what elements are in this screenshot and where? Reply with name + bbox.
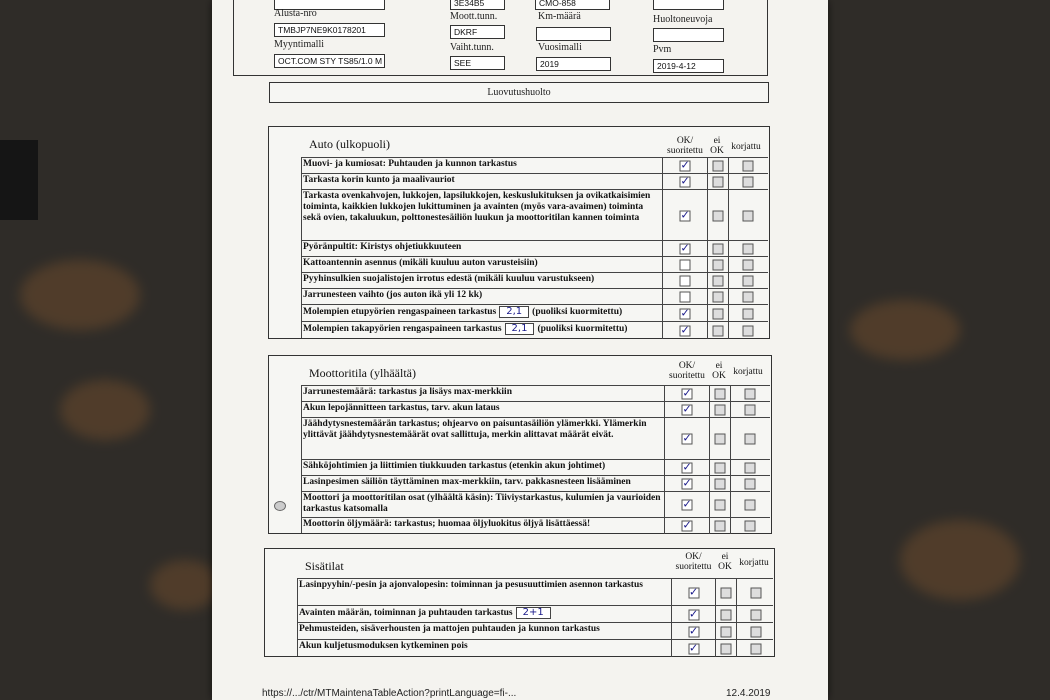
ei-checkbox[interactable] <box>713 260 724 271</box>
print-url: https://.../ctr/MTMaintenaTableAction?printLanguage=fi-... <box>262 688 517 699</box>
checklist-item-text: Tarkasta korin kunto ja maalivauriot <box>301 174 663 190</box>
moott-field: DKRF <box>450 25 505 39</box>
col-korj-header: korjattu <box>731 142 761 152</box>
floor-stain <box>60 380 150 440</box>
ok-checkbox[interactable]: ✓ <box>682 460 692 474</box>
checklist-section <box>268 126 770 339</box>
print-date: 12.4.2019 <box>726 688 771 699</box>
ok-checkbox[interactable] <box>680 276 691 287</box>
checklist-row <box>297 605 773 623</box>
checklist-item-text: Jäähdytysnestemäärän tarkastus; ohjearvo on paisuntasäiliön ylämerkki. Ylämerkin ylittävät jäähdytysnestemäärät ovat sallittuja, merkin alittavat määrät eivät. <box>301 418 665 460</box>
pvm-field: 2019-4-12 <box>653 59 724 73</box>
myynti-label: Myyntimalli <box>274 39 324 50</box>
ok-checkbox[interactable]: ✓ <box>680 323 690 336</box>
section-title: Auto (ulkopuoli) <box>309 137 390 151</box>
ok-checkbox[interactable]: ✓ <box>680 174 690 188</box>
ei-checkbox[interactable] <box>713 161 724 172</box>
record-icon <box>274 501 286 511</box>
floor-stain <box>20 260 140 330</box>
alusta-field: TMBJP7NE9K0178201 <box>274 23 385 37</box>
checklist-item-text: Sähköjohtimien ja liittimien tiukkuuden tarkastus (etenkin akun johtimet) <box>301 460 665 476</box>
ok-checkbox[interactable]: ✓ <box>689 607 699 620</box>
checklist-section <box>264 548 775 657</box>
checklist-item-text: Akun lepojännitteen tarkastus, tarv. akun lataus <box>301 402 665 418</box>
checklist-item-text: Akun kuljetusmoduksen kytkeminen pois <box>297 640 672 657</box>
ei-checkbox[interactable] <box>713 210 724 221</box>
ei-checkbox[interactable] <box>715 434 726 445</box>
dark-object <box>0 140 38 220</box>
korj-checkbox[interactable] <box>745 434 756 445</box>
ei-checkbox[interactable] <box>715 463 726 474</box>
korj-checkbox[interactable] <box>743 276 754 287</box>
handwritten-value: 2,1 <box>499 306 529 318</box>
checklist-row <box>297 639 773 657</box>
korj-checkbox[interactable] <box>745 389 756 400</box>
korj-checkbox[interactable] <box>743 177 754 188</box>
checklist-row <box>301 173 768 190</box>
korj-checkbox[interactable] <box>743 292 754 303</box>
floor-stain <box>850 300 960 360</box>
km-field <box>536 27 611 41</box>
col-ei-header: ei OK <box>710 136 724 156</box>
checklist-item-text: Molempien etupyörien rengaspaineen tarkastus 2,1 (puoliksi kuormitettu) <box>301 305 663 322</box>
checklist-row <box>301 189 768 241</box>
checklist-row <box>301 256 768 273</box>
ei-checkbox[interactable] <box>721 643 732 654</box>
checklist-item-text: Moottorin öljymäärä: tarkastus; huomaa öljyluokitus öljyä lisättäessä! <box>301 518 665 534</box>
handwritten-value: 2,1 <box>505 323 535 335</box>
ok-checkbox[interactable]: ✓ <box>680 158 690 172</box>
checklist-item-text: Avainten määrän, toiminnan ja puhtauden tarkastus 2+1 <box>297 606 672 623</box>
ei-checkbox[interactable] <box>715 479 726 490</box>
ok-checkbox[interactable]: ✓ <box>680 306 690 319</box>
korj-checkbox[interactable] <box>745 405 756 416</box>
col-korj-header: korjattu <box>739 558 769 568</box>
huolto-field <box>653 28 724 42</box>
section-title: Moottoritila (ylhäältä) <box>309 366 416 380</box>
checklist-item-text: Jarrunestemäärä: tarkastus ja lisäys max-merkkiin <box>301 386 665 402</box>
checklist-item-text: Tarkasta ovenkahvojen, lukkojen, lapsilukkojen, keskuslukituksen ja ovikatkaisimien toiminta, kaikkien lukkojen lukittuminen ja avainten (myös vara-avaimen) toiminta sekä ovien, takaluukun, polttonestesäiliön luukun ja moottoritilan kannen toiminta <box>301 190 663 241</box>
ok-checkbox[interactable]: ✓ <box>682 497 692 511</box>
moott-label: Moott.tunn. <box>450 11 498 22</box>
top-field-4 <box>653 0 724 10</box>
checklist-item-text: Lasinpyyhin/-pesin ja ajonvalopesin: toiminnan ja pesusuuttimien asennon tarkastus <box>297 579 672 606</box>
ok-checkbox[interactable]: ✓ <box>680 241 690 255</box>
ok-checkbox[interactable]: ✓ <box>682 476 692 490</box>
ei-checkbox[interactable] <box>713 177 724 188</box>
checklist-item-text: Kattoantennin asennus (mikäli kuuluu auton varusteisiin) <box>301 257 663 273</box>
alusta-label: Alusta-nro <box>274 8 317 19</box>
ei-checkbox[interactable] <box>713 276 724 287</box>
checklist-row <box>301 288 768 305</box>
korj-checkbox[interactable] <box>751 609 762 620</box>
ei-checkbox[interactable] <box>715 500 726 511</box>
ei-checkbox[interactable] <box>715 389 726 400</box>
checklist-row <box>301 240 768 257</box>
ei-checkbox[interactable] <box>713 325 724 336</box>
ei-checkbox[interactable] <box>713 308 724 319</box>
ei-checkbox[interactable] <box>715 405 726 416</box>
checklist-row <box>301 385 770 402</box>
top-field-2: 3E34B5 <box>450 0 505 10</box>
col-ei-header: ei OK <box>712 361 726 381</box>
ei-checkbox[interactable] <box>713 244 724 255</box>
checklist-item-text: Pehmusteiden, sisäverhousten ja mattojen puhtauden ja kunnon tarkastus <box>297 623 672 640</box>
ok-checkbox[interactable]: ✓ <box>689 585 699 598</box>
top-field-3: CMO-858 <box>535 0 610 10</box>
checklist-item-text: Muovi- ja kumiosat: Puhtauden ja kunnon tarkastus <box>301 158 663 174</box>
checklist-row <box>301 157 768 174</box>
korj-checkbox[interactable] <box>745 500 756 511</box>
col-ok-header: OK/ suoritettu <box>669 361 705 381</box>
checklist-item-text: Lasinpesimen säiliön täyttäminen max-merkkiin, tarv. pakkasnesteen lisääminen <box>301 476 665 492</box>
col-ei-header: ei OK <box>718 552 732 572</box>
korj-checkbox[interactable] <box>751 587 762 598</box>
checklist-row <box>297 622 773 640</box>
checklist-row <box>301 459 770 476</box>
korj-checkbox[interactable] <box>745 521 756 532</box>
ok-checkbox[interactable] <box>680 260 691 271</box>
ok-checkbox[interactable]: ✓ <box>682 431 692 445</box>
ei-checkbox[interactable] <box>721 626 732 637</box>
korj-checkbox[interactable] <box>751 643 762 654</box>
col-ok-header: OK/ suoritettu <box>675 552 712 572</box>
checklist-item-text: Pyöränpultit: Kiristys ohjetiukkuuteen <box>301 241 663 257</box>
handwritten-value: 2+1 <box>516 607 551 619</box>
korj-checkbox[interactable] <box>743 260 754 271</box>
ei-checkbox[interactable] <box>721 587 732 598</box>
ei-checkbox[interactable] <box>713 292 724 303</box>
ei-checkbox[interactable] <box>721 609 732 620</box>
ok-checkbox[interactable]: ✓ <box>680 208 690 221</box>
vaiht-field: SEE <box>450 56 505 70</box>
korj-checkbox[interactable] <box>743 161 754 172</box>
vuosi-field: 2019 <box>536 57 611 71</box>
checklist-row <box>301 304 768 322</box>
floor-stain <box>900 520 1020 600</box>
checklist-item-text: Molempien takapyörien rengaspaineen tarkastus 2,1 (puoliksi kuormitettu) <box>301 322 663 339</box>
checklist-item-text: Moottori ja moottoritilan osat (ylhäältä käsin): Tiiviystarkastus, kulumien ja vaurioiden tarkastus katsomalla <box>301 492 665 518</box>
checklist-section <box>268 355 772 534</box>
checklist-row <box>301 272 768 289</box>
vuosi-label: Vuosimalli <box>538 42 582 53</box>
checklist-row <box>301 491 770 518</box>
col-ok-header: OK/ suoritettu <box>667 136 703 156</box>
checklist-row <box>301 401 770 418</box>
vaiht-label: Vaiht.tunn. <box>450 42 494 53</box>
korj-checkbox[interactable] <box>745 479 756 490</box>
ok-checkbox[interactable]: ✓ <box>689 624 699 637</box>
floor-stain <box>150 560 220 610</box>
korj-checkbox[interactable] <box>751 626 762 637</box>
myynti-field: OCT.COM STY TS85/1.0 M <box>274 54 385 68</box>
pvm-label: Pvm <box>653 44 672 55</box>
checklist-item-text: Pyyhinsulkien suojalistojen irrotus edestä (mikäli kuuluu varustukseen) <box>301 273 663 289</box>
checklist-row <box>301 517 770 534</box>
ok-checkbox[interactable]: ✓ <box>689 641 699 654</box>
km-label: Km-määrä <box>538 11 581 22</box>
luovutushuolto-banner: Luovutushuolto <box>269 82 769 103</box>
checklist-row <box>301 321 768 339</box>
korj-checkbox[interactable] <box>743 325 754 336</box>
ok-checkbox[interactable]: ✓ <box>682 518 692 532</box>
checklist-row <box>301 475 770 492</box>
checklist-row <box>297 578 773 606</box>
ok-checkbox[interactable]: ✓ <box>682 386 692 400</box>
korj-checkbox[interactable] <box>743 244 754 255</box>
korj-checkbox[interactable] <box>743 210 754 221</box>
col-korj-header: korjattu <box>733 367 763 377</box>
huolto-label: Huoltoneuvoja <box>653 14 713 25</box>
ok-checkbox[interactable]: ✓ <box>682 402 692 416</box>
section-title: Sisätilat <box>305 559 344 573</box>
korj-checkbox[interactable] <box>743 308 754 319</box>
checklist-item-text: Jarrunesteen vaihto (jos auton ikä yli 12 kk) <box>301 289 663 305</box>
korj-checkbox[interactable] <box>745 463 756 474</box>
checklist-row <box>301 417 770 460</box>
ei-checkbox[interactable] <box>715 521 726 532</box>
ok-checkbox[interactable] <box>680 292 691 303</box>
